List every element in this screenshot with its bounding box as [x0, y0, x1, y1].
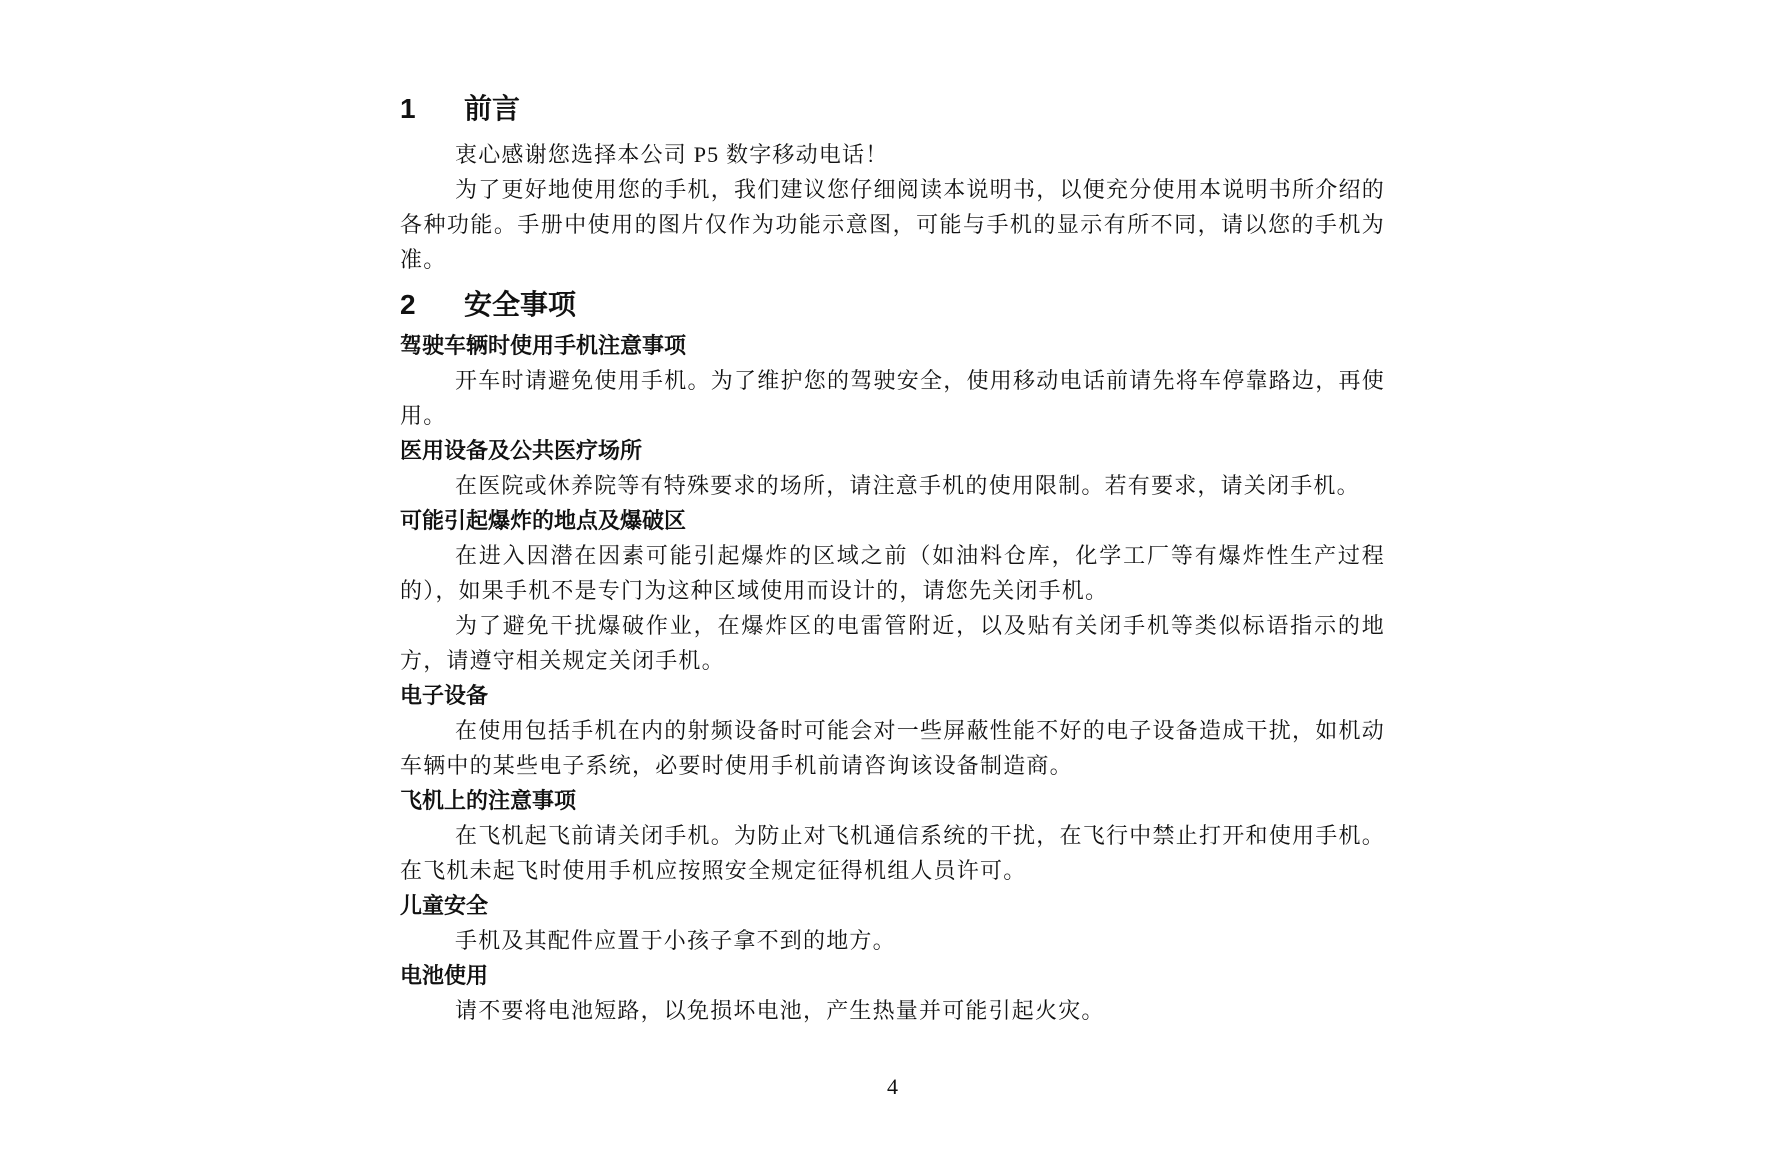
subheading-driving: 驾驶车辆时使用手机注意事项 — [400, 333, 687, 358]
section-title: 前言 — [464, 93, 521, 124]
subheading-medical: 医用设备及公共医疗场所 — [400, 438, 643, 463]
children-paragraph: 手机及其配件应置于小孩子拿不到的地方。 — [455, 928, 896, 953]
battery-paragraph: 请不要将电池短路，以免损坏电池，产生热量并可能引起火灾。 — [455, 998, 1105, 1023]
electronic-paragraph: 在使用包括手机在内的射频设备时可能会对一些屏蔽性能不好的电子设备造成干扰，如机动车辆中的某些电子系统，必要时使用手机前请咨询该设备制造商。 — [400, 718, 1385, 778]
subheading-aircraft: 飞机上的注意事项 — [400, 788, 577, 813]
aircraft-paragraph: 在飞机起飞前请关闭手机。为防止对飞机通信系统的干扰，在飞行中禁止打开和使用手机。在飞机未起飞时使用手机应按照安全规定征得机组人员许可。 — [400, 823, 1385, 883]
manual-page — [400, 86, 1385, 1028]
section-number: 2 — [400, 289, 416, 320]
section-heading-preface — [400, 86, 1385, 132]
explosive-paragraph: 为了避免干扰爆破作业，在爆炸区的电雷管附近，以及贴有关闭手机等类似标语指示的地方，请遵守相关规定关闭手机。 — [400, 613, 1385, 673]
preface-paragraph: 衷心感谢您选择本公司 P5 数字移动电话！ — [455, 142, 889, 167]
driving-paragraph: 开车时请避免使用手机。为了维护您的驾驶安全，使用移动电话前请先将车停靠路边，再使用。 — [400, 368, 1385, 428]
subheading-children: 儿童安全 — [400, 893, 489, 918]
section-heading-safety — [400, 282, 1385, 328]
preface-paragraph: 为了更好地使用您的手机，我们建议您仔细阅读本说明书，以便充分使用本说明书所介绍的各种功能。手册中使用的图片仅作为功能示意图，可能与手机的显示有所不同，请以您的手机为准。 — [400, 177, 1385, 272]
subheading-explosive: 可能引起爆炸的地点及爆破区 — [400, 508, 687, 533]
subheading-electronic: 电子设备 — [400, 683, 489, 708]
medical-paragraph: 在医院或休养院等有特殊要求的场所，请注意手机的使用限制。若有要求，请关闭手机。 — [455, 473, 1360, 498]
page-number: 4 — [887, 1074, 898, 1099]
section-number: 1 — [400, 93, 416, 124]
explosive-paragraph: 在进入因潜在因素可能引起爆炸的区域之前（如油料仓库，化学工厂等有爆炸性生产过程的），如果手机不是专门为这种区域使用而设计的，请您先关闭手机。 — [400, 543, 1385, 603]
section-title: 安全事项 — [464, 289, 577, 320]
subheading-battery: 电池使用 — [400, 963, 489, 988]
